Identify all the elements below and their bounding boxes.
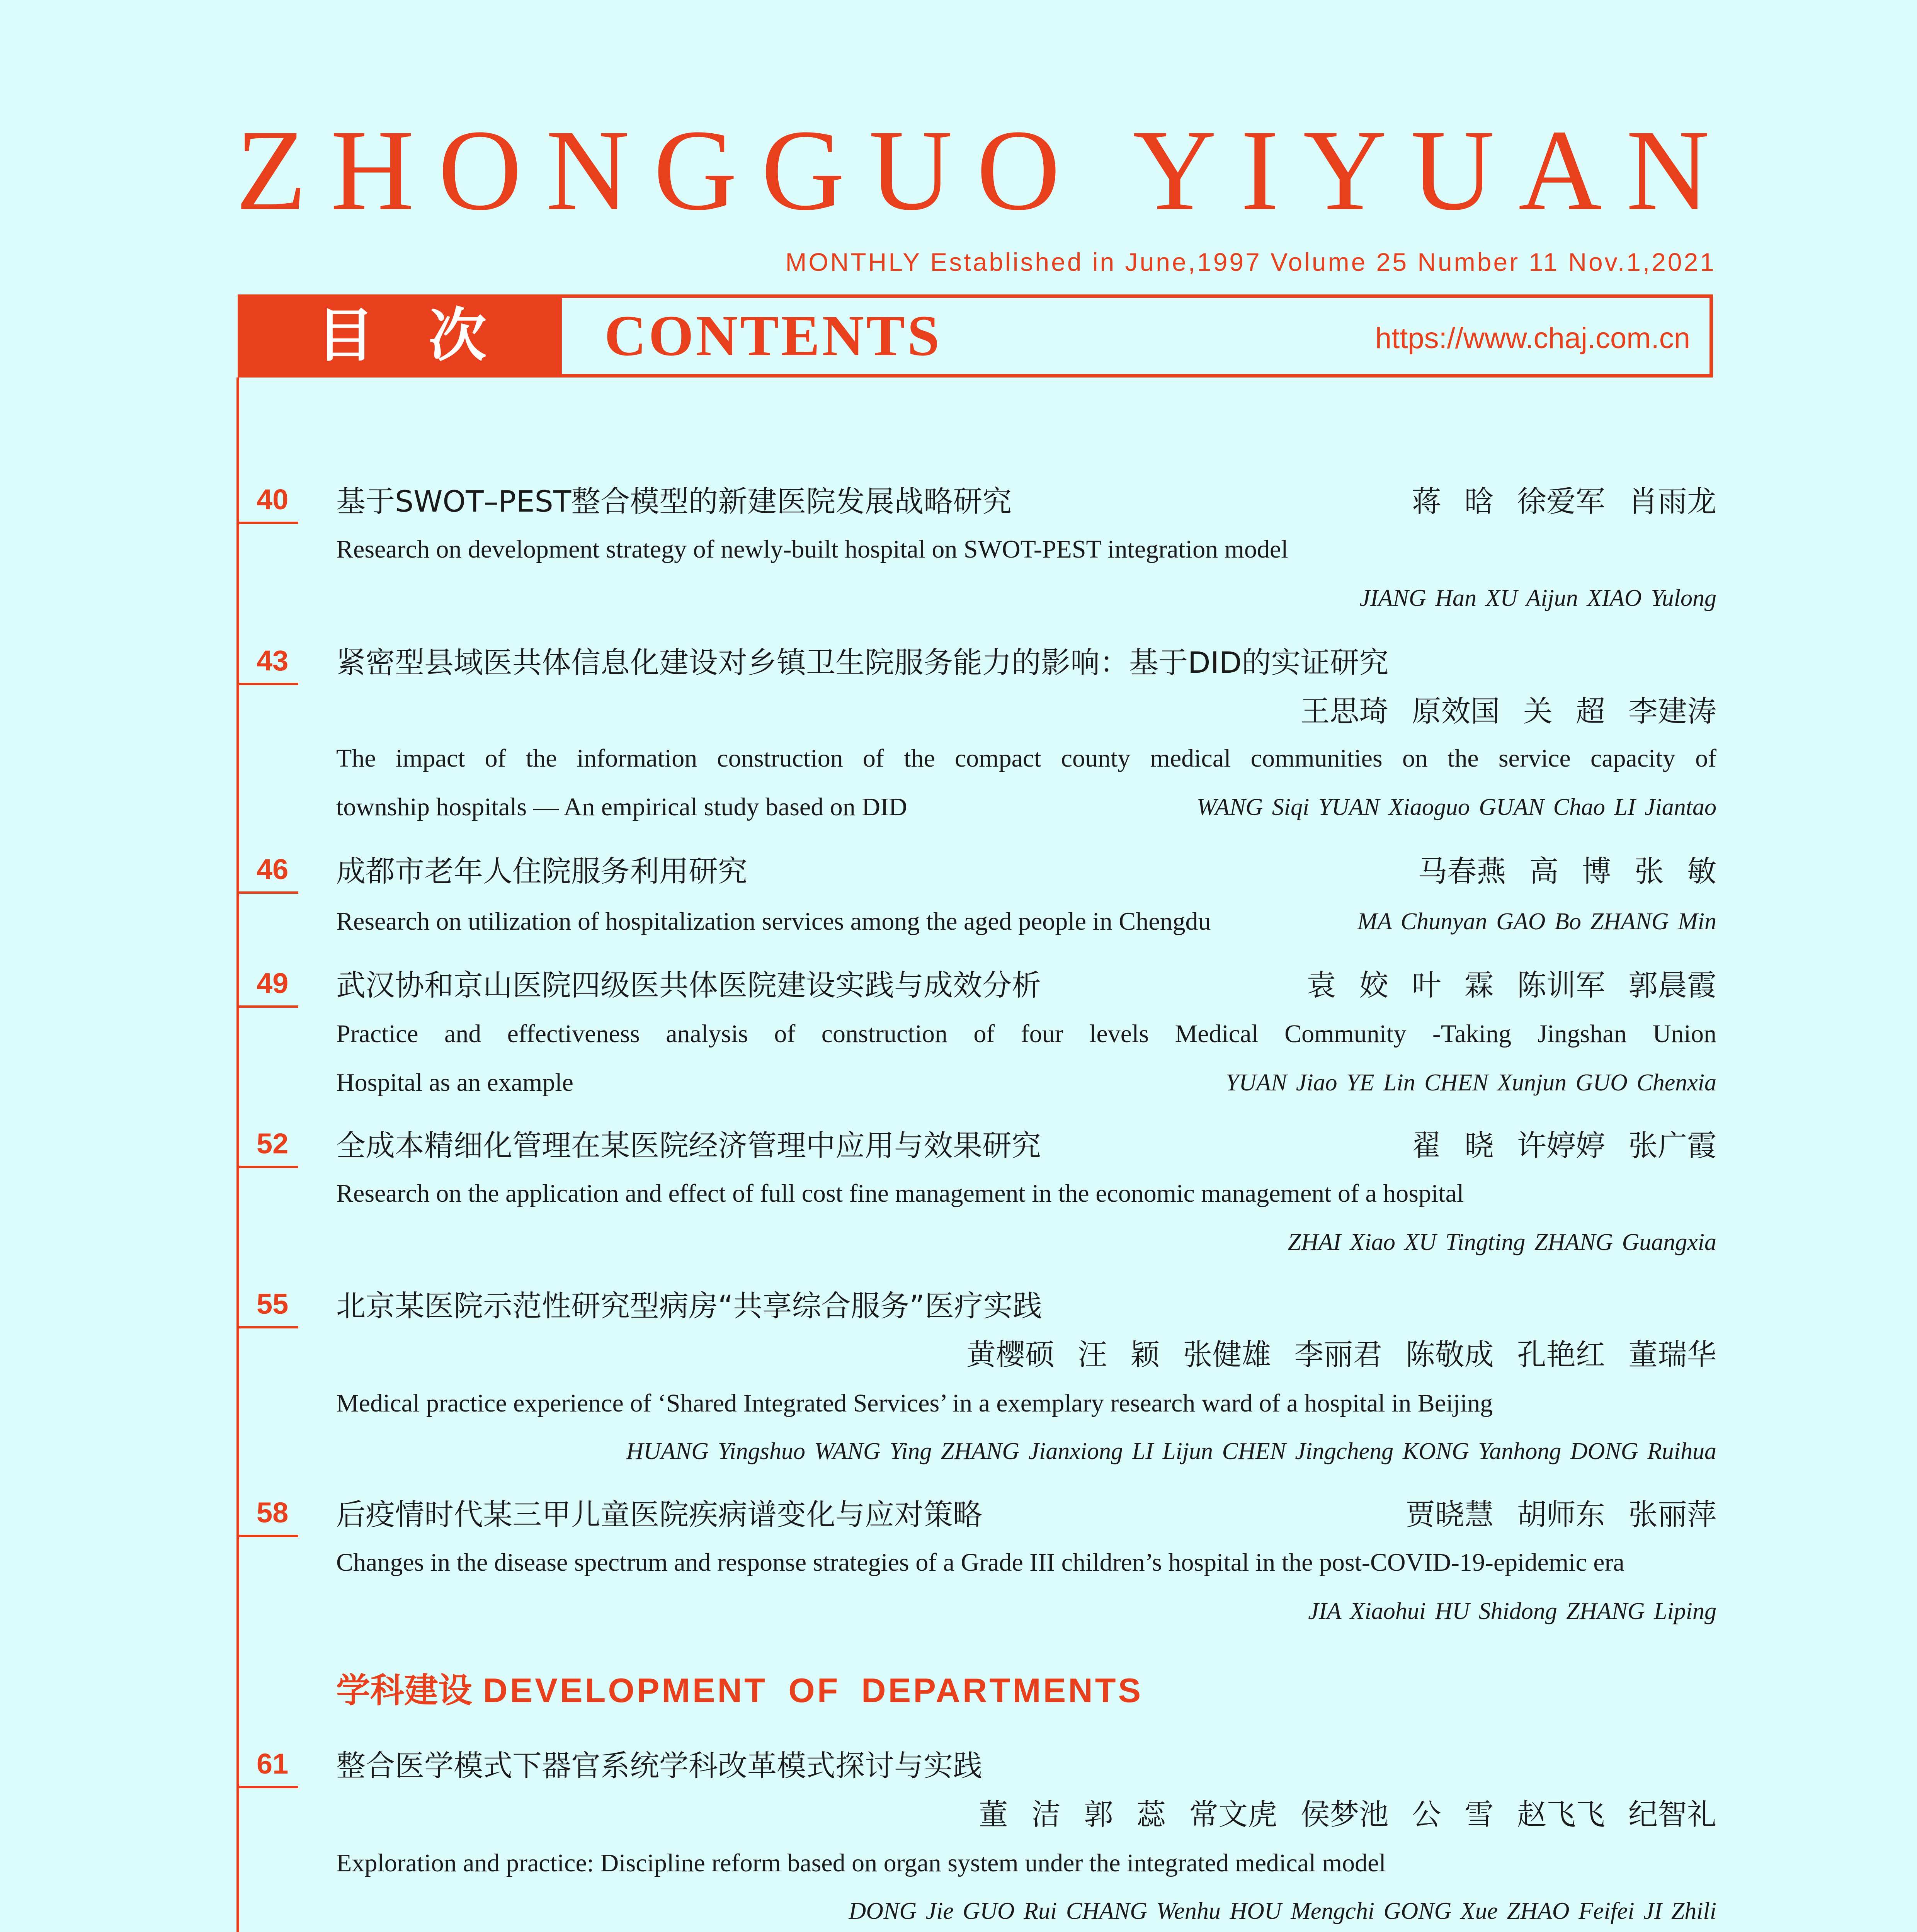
page-number-rule: [236, 1535, 298, 1537]
page-number-rule: [236, 1005, 298, 1008]
cn-authors: 袁 姣 叶 霖 陈训军 郭晨霞: [1306, 968, 1716, 1002]
en-article-title: Research on development strategy of newly-built hospital on SWOT-PEST integration model: [336, 535, 1288, 563]
cn-article-title[interactable]: 整合医学模式下器官系统学科改革模式探讨与实践: [336, 1748, 982, 1783]
en-authors: WANG Siqi YUAN Xiaoguo GUAN Chao LI Jiantao: [1196, 794, 1716, 820]
en-article-title: Medical practice experience of ‘Shared Integrated Services’ in a exemplary research ward of a hospital in Beijing: [336, 1389, 1493, 1417]
en-article-title: Exploration and practice: Discipline reform based on organ system under the integrated medical model: [336, 1849, 1386, 1877]
cn-article-title[interactable]: 后疫情时代某三甲儿童医院疾病谱变化与应对策略: [336, 1497, 982, 1532]
cn-authors: 黄樱硕 汪 颖 张健雄 李丽君 陈敬成 孔艳红 董瑞华: [966, 1337, 1716, 1372]
cn-article-title[interactable]: 北京某医院示范性研究型病房“共享综合服务”医疗实践: [336, 1289, 1042, 1323]
en-article-title: The impact of the information construction of the compact county medical communities on the service capacity of: [336, 744, 1716, 772]
cn-article-title[interactable]: 紧密型县域医共体信息化建设对乡镇卫生院服务能力的影响：基于DID的实证研究: [336, 645, 1389, 680]
page-number: 61: [257, 1748, 289, 1780]
en-article-title: Research on the application and effect of full cost fine management in the economic management of a hospital: [336, 1179, 1464, 1208]
page-number-rule: [236, 1166, 298, 1168]
page-number-rule: [236, 1786, 298, 1788]
cn-article-title[interactable]: 武汉协和京山医院四级医共体医院建设实践与成效分析: [336, 968, 1041, 1002]
en-authors: HUANG Yingshuo WANG Ying ZHANG Jianxiong LI Lijun CHEN Jingcheng KONG Yanhong DONG Ruihua: [626, 1438, 1716, 1464]
section-heading-cn: 学科建设: [336, 1670, 473, 1710]
cn-article-title[interactable]: 成都市老年人住院服务利用研究: [336, 854, 747, 888]
en-authors: DONG Jie GUO Rui CHANG Wenhu HOU Mengchi GONG Xue ZHAO Feifei JI Zhili: [849, 1898, 1716, 1924]
journal-url-link[interactable]: https://www.chaj.com.cn: [1375, 322, 1690, 355]
cn-authors: 翟 晓 许婷婷 张广霞: [1412, 1128, 1716, 1163]
section-heading-departments: [336, 1669, 1143, 1712]
page-number-rule: [236, 683, 298, 685]
en-article-title: Changes in the disease spectrum and response strategies of a Grade III children’s hospital in the post-COVID-19-epidemic era: [336, 1548, 1624, 1577]
en-authors: JIANG Han XU Aijun XIAO Yulong: [1359, 585, 1716, 611]
contents-header-bar: [238, 294, 1713, 378]
issue-info: MONTHLY Established in June,1997 Volume 25 Number 11 Nov.1,2021: [785, 248, 1716, 276]
cn-article-title[interactable]: 全成本精细化管理在某医院经济管理中应用与效果研究: [336, 1128, 1041, 1163]
en-authors: YUAN Jiao YE Lin CHEN Xunjun GUO Chenxia: [1225, 1070, 1716, 1096]
en-article-title: Practice and effectiveness analysis of construction of four levels Medical Community -Taking Jingshan Union: [336, 1020, 1716, 1048]
cn-article-title[interactable]: 基于SWOT–PEST整合模型的新建医院发展战略研究: [336, 484, 1012, 519]
page-number: 52: [257, 1128, 289, 1160]
section-heading-en: DEVELOPMENT OF DEPARTMENTS: [483, 1671, 1143, 1709]
page-number: 55: [257, 1288, 289, 1320]
page-number-rule: [236, 1326, 298, 1328]
page-number: 46: [257, 853, 289, 885]
en-article-title-cont: township hospitals — An empirical study based on DID: [336, 793, 907, 821]
cn-authors: 蒋 晗 徐爱军 肖雨龙: [1412, 484, 1716, 519]
page-number: 43: [257, 645, 289, 677]
contents-label-cn: 目次: [241, 298, 562, 374]
en-authors: ZHAI Xiao XU Tingting ZHANG Guangxia: [1288, 1229, 1716, 1255]
page-number: 49: [257, 967, 289, 999]
cn-authors: 王思琦 原效国 关 超 李建涛: [1300, 694, 1716, 728]
cn-authors: 马春燕 高 博 张 敏: [1418, 854, 1716, 888]
en-authors: JIA Xiaohui HU Shidong ZHANG Liping: [1308, 1598, 1716, 1624]
cn-authors: 董 洁 郭 蕊 常文虎 侯梦池 公 雪 赵飞飞 纪智礼: [978, 1797, 1716, 1832]
page-number: 58: [257, 1497, 289, 1529]
page-number-rule: [236, 522, 298, 524]
left-vertical-rule: [236, 378, 239, 1932]
en-article-title: Research on utilization of hospitalization services among the aged people in Chengdu: [336, 907, 1211, 935]
en-authors: MA Chunyan GAO Bo ZHANG Min: [1357, 908, 1716, 935]
contents-label-en: CONTENTS: [604, 304, 942, 368]
page-number-rule: [236, 891, 298, 894]
page-number: 40: [257, 483, 289, 515]
en-article-title-cont: Hospital as an example: [336, 1068, 573, 1097]
journal-title: ZHONGGUO YIYUAN: [236, 106, 1734, 234]
cn-authors: 贾晓慧 胡师东 张丽萍: [1405, 1497, 1716, 1532]
